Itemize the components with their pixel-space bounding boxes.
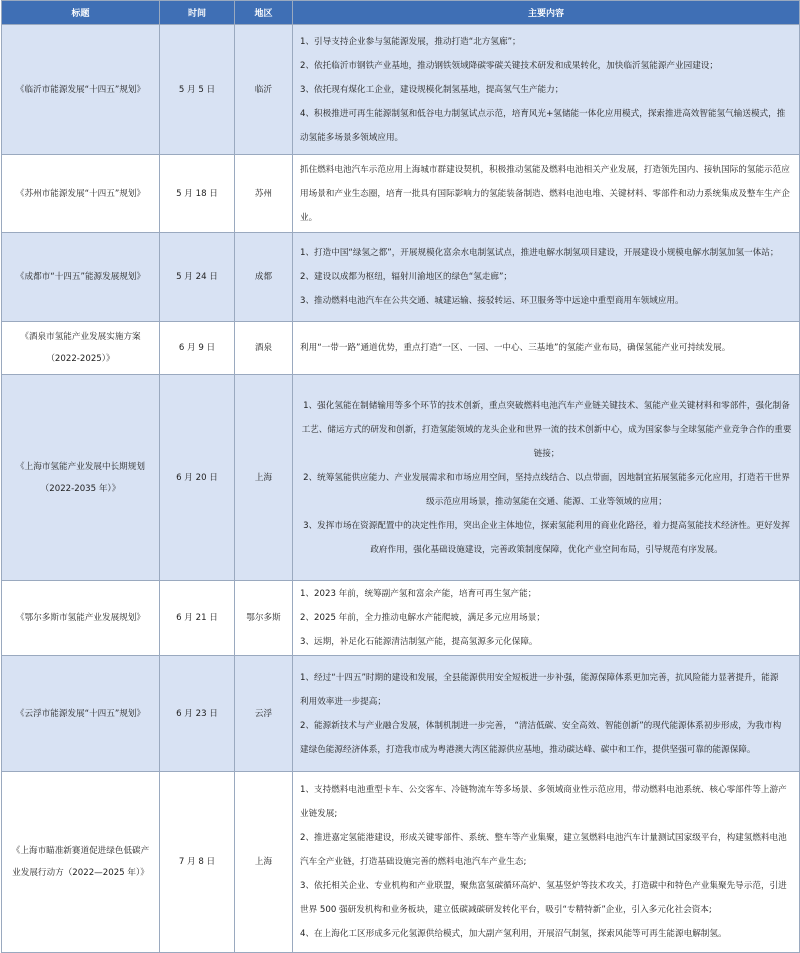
row-region: 云浮	[235, 656, 293, 772]
content-line: 利用“一带一路”通道优势，重点打造“一区、一园、一中心、三基地”的氢能产业布局，确保氢能产业可持续发展。	[300, 343, 731, 353]
row-date: 6 月 20 日	[160, 375, 235, 581]
content-line: 2、2025 年前，全力推动电解水产能爬坡，满足多元应用场景；	[300, 613, 545, 623]
content-line: 1、强化氢能在制储输用等多个环节的技术创新，重点突破燃料电池汽车产业链关键技术、氢能产业关键材料和零部件，强化制备	[303, 400, 790, 411]
row-title: 《上海市氢能产业发展中长期规划（2022-2035 年）》	[2, 375, 160, 581]
content-line: 3、依托现有煤化工企业，建设规模化制氢基地，提高氢气生产能力；	[300, 84, 564, 95]
content-line: 级示范应用场景，推动氢能在交通、能源、工业等领域的应用；	[426, 496, 667, 507]
row-content	[293, 772, 800, 953]
table-row	[2, 772, 800, 953]
row-region: 临沂	[235, 25, 293, 155]
content-line: 工艺、储运方式的研发和创新，打造氢能领域的龙头企业和世界一流的技术创新中心，成为国家参与全球氢能产业竞争合作的重要	[301, 424, 792, 435]
header-content: 主要内容	[293, 1, 800, 25]
content-line: 3、发挥市场在资源配置中的决定性作用，突出企业主体地位，探索氢能利用的商业化路径，着力提高氢能技术经济性。更好发挥	[303, 520, 790, 531]
content-line: 1、支持燃料电池重型卡车、公交客车、冷链物流车等多场景、多领域商业性示范应用，带动燃料电池系统、核心零部件等上游产	[300, 785, 787, 795]
table-row	[2, 322, 800, 375]
row-date: 5 月 24 日	[160, 233, 235, 322]
row-content	[293, 581, 800, 656]
row-content	[293, 25, 800, 155]
row-date: 5 月 18 日	[160, 155, 235, 233]
row-region: 鄂尔多斯	[235, 581, 293, 656]
content-line: 2、能源新技术与产业融合发展，体制机制进一步完善， “清洁低碳、安全高效、智能创新”的现代能源体系初步形成，为我市构	[300, 720, 782, 731]
row-region: 上海	[235, 375, 293, 581]
content-line: 建绿色能源经济体系，打造我市成为粤港澳大湾区能源供应基地，推动碳达峰、碳中和工作，提供坚强可靠的能源保障。	[300, 744, 756, 755]
row-content	[293, 375, 800, 581]
content-line: 汽车全产业链，打造基础设施完善的燃料电池汽车产业生态;	[300, 857, 527, 867]
content-line: 1、引导支持企业参与氢能源发展，推动打造“北方氢廊”；	[300, 36, 521, 47]
table-row	[2, 25, 800, 155]
header-date: 时间	[160, 1, 235, 25]
row-title: 《酒泉市氢能产业发展实施方案（2022-2025）》	[2, 322, 160, 375]
content-line: 3、推动燃料电池汽车在公共交通、城建运输、接驳转运、环卫服务等中远途中重型商用车领域应用。	[300, 296, 684, 306]
content-line: 3、依托相关企业、专业机构和产业联盟，聚焦富氢碳循环高炉、氢基竖炉等技术攻关，打造碳中和特色产业集聚先导示范，引进	[300, 881, 787, 891]
row-content	[293, 233, 800, 322]
content-line: 4、在上海化工区形成多元化氢源供给模式，加大副产氢利用，开展沼气制氢，探索风能等可再生能源电解制氢。	[300, 929, 727, 939]
table-row	[2, 233, 800, 322]
content-line: 1、2023 年前，统筹副产氢和富余产能，培育可再生氢产能；	[300, 589, 537, 599]
policy-table	[1, 0, 800, 953]
row-region: 上海	[235, 772, 293, 953]
table-header-row	[2, 1, 800, 25]
content-line: 2、依托临沂市钢铁产业基地，推动钢铁领域降碳零碳关键技术研发和成果转化，加快临沂氢能源产业园建设；	[300, 60, 718, 71]
row-region: 苏州	[235, 155, 293, 233]
row-title: 《鄂尔多斯市氢能产业发展规划》	[2, 581, 160, 656]
content-line: 动氢能多场景多领域应用。	[300, 132, 404, 143]
header-region: 地区	[235, 1, 293, 25]
content-line: 抓住燃料电池汽车示范应用上海城市群建设契机，积极推动氢能及燃料电池相关产业发展，打造领先国内、接轨国际的氢能示范应	[300, 164, 790, 175]
content-line: 利用效率进一步提高；	[300, 696, 386, 707]
row-title: 《上海市瞄准新赛道促进绿色低碳产业发展行动方（2022—2025 年）》	[2, 772, 160, 953]
table-row	[2, 375, 800, 581]
content-line: 政府作用，强化基础设施建设，完善政策制度保障，优化产业空间布局，引导规范有序发展。	[370, 544, 723, 555]
content-line: 2、统筹氢能供应能力、产业发展需求和市场应用空间，坚持点线结合、以点带面，因地制宜拓展氢能多元化应用，打造若干世界	[303, 472, 790, 483]
row-date: 6 月 9 日	[160, 322, 235, 375]
content-line: 2、推进嘉定氢能港建设，形成关键零部件、系统、整车等产业集聚，建立氢燃料电池汽车计量测试国家级平台，构建氢燃料电池	[300, 833, 787, 843]
content-line: 2、建设以成都为枢纽，辐射川渝地区的绿色“氢走廊”；	[300, 272, 513, 282]
table-row	[2, 656, 800, 772]
row-date: 6 月 23 日	[160, 656, 235, 772]
row-title: 《临沂市能源发展“十四五”规划》	[2, 25, 160, 155]
content-line: 3、远期，补足化石能源清洁制氢产能，提高氢源多元化保障。	[300, 637, 538, 647]
table-row	[2, 155, 800, 233]
header-title: 标题	[2, 1, 160, 25]
table-row	[2, 581, 800, 656]
row-region: 酒泉	[235, 322, 293, 375]
row-content	[293, 322, 800, 375]
row-region: 成都	[235, 233, 293, 322]
content-line: 业链发展;	[300, 809, 338, 819]
row-title: 《苏州市能源发展“十四五”规划》	[2, 155, 160, 233]
row-content	[293, 656, 800, 772]
content-line: 链接；	[533, 448, 560, 459]
row-content	[293, 155, 800, 233]
content-line: 用场景和产业生态圈，培育一批具有国际影响力的氢能装备制造、燃料电池电堆、关键材料、零部件和动力系统集成及整车生产企	[300, 188, 790, 199]
row-title: 《成都市“十四五”能源发展规划》	[2, 233, 160, 322]
row-date: 7 月 8 日	[160, 772, 235, 953]
content-line: 世界 500 强研发机构和业务板块，建立低碳减碳研发转化平台，吸引“专精特新”企业，引入多元化社会资本;	[300, 905, 712, 915]
content-line: 业。	[300, 212, 318, 223]
content-line: 1、经过“十四五”时期的建设和发展，全县能源供用安全短板进一步补强，能源保障体系更加完善，抗风险能力显著提升，能源	[300, 672, 779, 683]
content-line: 1、打造中国“绿氢之都”，开展规模化富余水电制氢试点，推进电解水制氢项目建设，开展建设小规模电解水制氢加氢一体站；	[300, 248, 779, 258]
row-date: 6 月 21 日	[160, 581, 235, 656]
row-title: 《云浮市能源发展“十四五”规划》	[2, 656, 160, 772]
content-line: 4、积极推进可再生能源制氢和低谷电力制氢试点示范，培育风光+氢储能一体化应用模式，探索推进高效智能氢气输送模式，推	[300, 108, 786, 119]
row-date: 5 月 5 日	[160, 25, 235, 155]
